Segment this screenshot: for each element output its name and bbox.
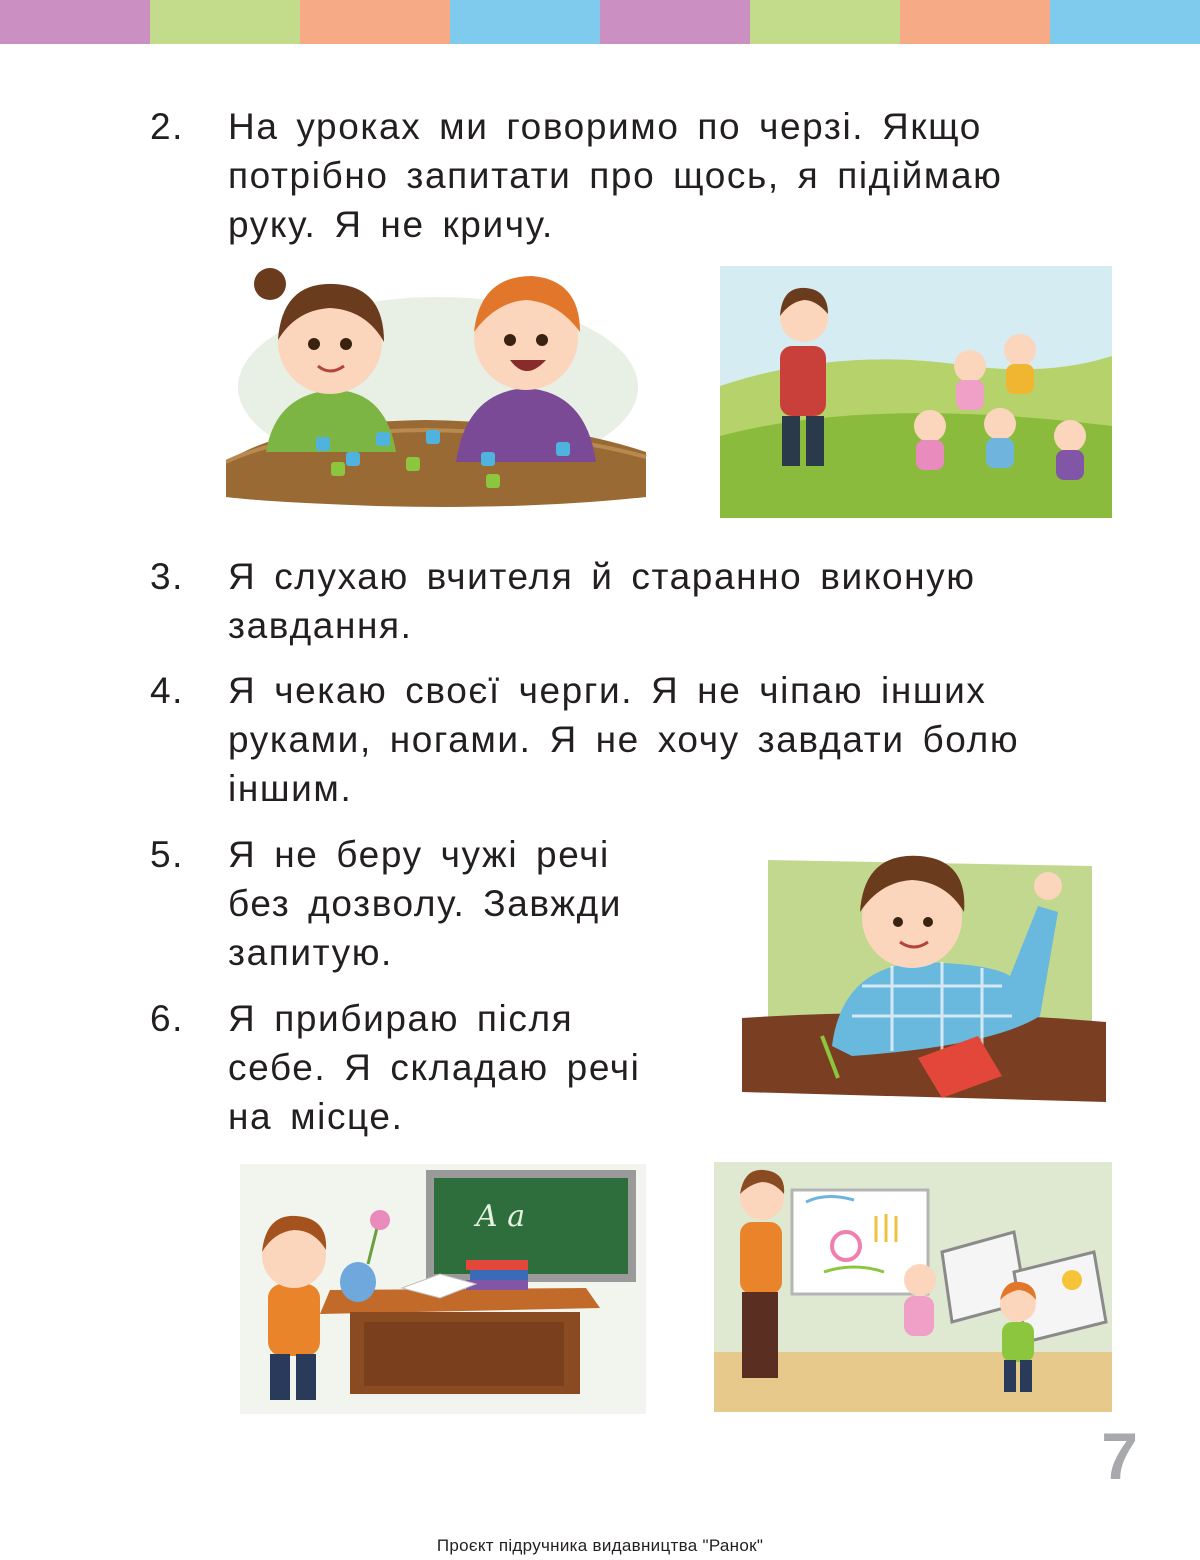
rule-number: 6. bbox=[150, 998, 185, 1039]
stripe-1 bbox=[0, 0, 150, 44]
rule-text bbox=[228, 994, 640, 1141]
header-color-stripes bbox=[0, 0, 1200, 44]
classroom-drawing-illustration bbox=[714, 1162, 1112, 1412]
chalkboard-text: A a bbox=[476, 1199, 526, 1234]
rule-line: Я слухаю вчителя й старанно виконую bbox=[228, 556, 976, 597]
rule-line: На уроках ми говоримо по черзі. Якщо bbox=[228, 106, 982, 147]
boy-raising-hand-illustration bbox=[742, 846, 1106, 1102]
rule-line: руками, ногами. Я не хочу завдати болю bbox=[228, 719, 1020, 760]
rule-line: запитую. bbox=[228, 932, 393, 973]
rule-item-3 bbox=[150, 552, 1110, 652]
rule-text bbox=[228, 102, 1003, 249]
stripe-2 bbox=[150, 0, 300, 44]
rule-number: 2. bbox=[150, 106, 185, 147]
boy-teacher-desk-illustration bbox=[240, 1164, 646, 1414]
rule-line: без дозволу. Завжди bbox=[228, 883, 623, 924]
rule-line: Я чекаю своєї черги. Я не чіпаю інших bbox=[228, 670, 987, 711]
rule-item-4 bbox=[150, 666, 1110, 816]
rule-item-2 bbox=[150, 102, 1110, 252]
children-puzzle-illustration bbox=[226, 262, 650, 512]
footer-text: Проєкт підручника видавництва "Ранок" bbox=[436, 1536, 764, 1555]
rule-text bbox=[228, 666, 1019, 813]
stripe-7 bbox=[900, 0, 1050, 44]
children-outdoors-illustration bbox=[720, 266, 1112, 518]
rule-line: потрібно запитати про щось, я підіймаю bbox=[228, 155, 1003, 196]
rule-text bbox=[228, 552, 976, 650]
rule-line: себе. Я складаю речі bbox=[228, 1047, 641, 1088]
rule-item-5 bbox=[150, 830, 710, 980]
rule-line: іншим. bbox=[228, 768, 353, 809]
page-number: 7 bbox=[1101, 1419, 1138, 1493]
rule-text bbox=[228, 830, 622, 977]
rule-line: Я прибираю після bbox=[228, 998, 574, 1039]
stripe-5 bbox=[600, 0, 750, 44]
rule-item-6 bbox=[150, 994, 710, 1144]
rule-number: 5. bbox=[150, 834, 185, 875]
rule-number: 4. bbox=[150, 670, 185, 711]
rule-number: 3. bbox=[150, 556, 185, 597]
rule-line: руку. Я не кричу. bbox=[228, 204, 554, 245]
rule-line: Я не беру чужі речі bbox=[228, 834, 610, 875]
rule-line: завдання. bbox=[228, 605, 413, 646]
stripe-3 bbox=[300, 0, 450, 44]
rule-line: на місце. bbox=[228, 1096, 404, 1137]
stripe-6 bbox=[750, 0, 900, 44]
stripe-4 bbox=[450, 0, 600, 44]
stripe-8 bbox=[1050, 0, 1200, 44]
